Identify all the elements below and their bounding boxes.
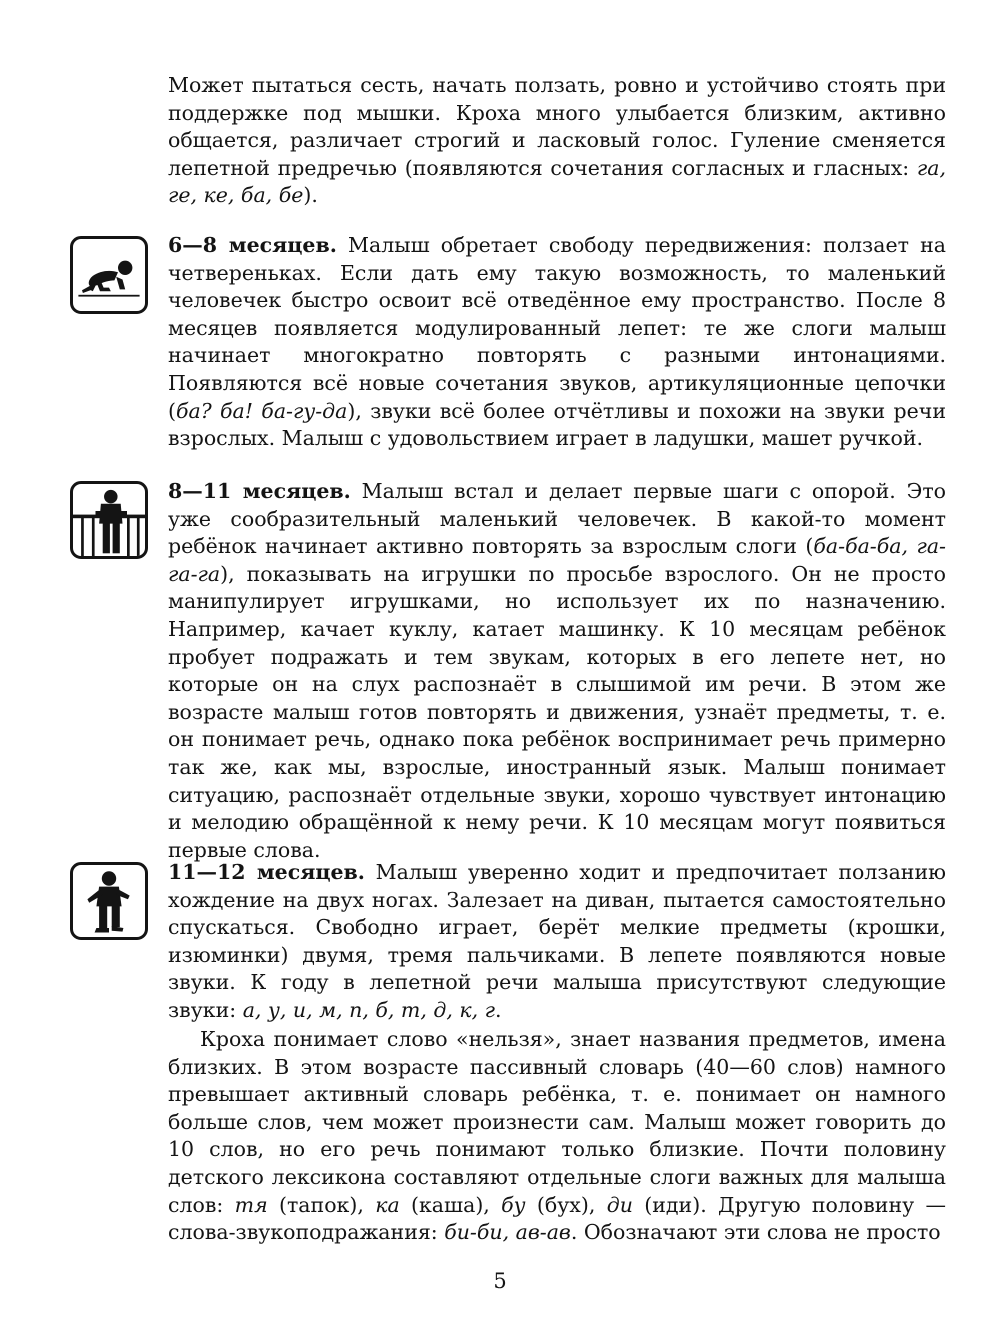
section-6-8-body-2: ), звуки всё более отчётливы и похожи на звуки речи взрослых. Малыш с удовольствием играет в ладушки, машет ручкой.	[168, 398, 946, 451]
section-6-8-heading: 6—8 месяцев.	[168, 233, 337, 257]
intro-text: Может пытаться сесть, начать ползать, ровно и устойчиво стоять при поддержке под мышки. Кроха много улыбается близким, активно общается, различает строгий и ласковый голос. Гуление сменяется лепетной предречью (появляются сочетания согласных и гласных:	[168, 73, 946, 180]
section-6-8-months	[168, 232, 946, 453]
section-8-11-months	[168, 478, 946, 864]
gloss-4: (иди). Другую половину — слова-звукоподражания:	[168, 1192, 946, 1245]
gloss-3: (бух),	[525, 1192, 607, 1217]
section-8-11-body-2: ), показывать на игрушки по просьбе взрослого. Он не просто манипулирует игрушками, но использует их по назначению. Например, качает куклу, катает машинку. К 10 месяцам ребёнок пробует подражать и тем звукам, которых в его лепете нет, но которые он на слух распознаёт в слышимой им речи. В этом же возрасте малыш готов повторять и движения, узнаёт предметы, т. е. он понимает речь, однако пока ребёнок воспринимает речь примерно так же, как мы, взрослые, иностранный язык. Малыш понимает ситуацию, распознаёт отдельные звуки, хорошо чувствует интонацию и мелодию обращённой к нему речи. К 10 месяцам могут появиться первые слова.	[168, 561, 946, 862]
section-11-12-heading: 11—12 месяцев.	[168, 860, 365, 884]
section-11-12-body-1: Малыш уверенно ходит и предпочитает ползанию хождение на двух ногах. Залезает на диван, пытается самостоятельно спускаться. Свободно играет, берёт мелкие предметы (крошки, изюминки) двумя, тремя пальчиками. В лепете появляются новые звуки. К году в лепетной речи малыша присутствуют следующие звуки:	[168, 860, 946, 1022]
section-6-8-body-1: Малыш обретает свободу передвижения: ползает на четвереньках. Если дать ему такую возможность, то маленький человечек быстро освоит всё отведённое ему пространство. После 8 месяцев появляется модулированный лепет: те же слоги малыш начинает многократно повторять с разными интонациями. Появляются всё новые сочетания звуков, артикуляционные цепочки (	[168, 233, 946, 423]
section-8-11-examples: ба-ба-ба, га-га-га	[168, 534, 946, 586]
section-6-8-examples: ба? ба! ба-гу-да	[176, 398, 348, 423]
intro-tail: ).	[303, 183, 318, 208]
intro-examples: га, ге, ке, ба, бе	[168, 155, 946, 208]
onomatopoeia-examples: би-би, ав-ав	[444, 1220, 571, 1245]
section-11-12-body-2: .	[495, 997, 502, 1022]
continuation-text-1: Кроха понимает слово «нельзя», знает названия предметов, имена близких. В этом возрасте пассивный словарь (40—60 слов) намного превышает активный словарь ребёнка, т. е. понимает он намного больше слов, чем может произнести сам. Малыш может говорить до 10 слов, но его речь понимают только близкие. Почти половину детского лексикона составляют отдельные слоги важных для малыша слов:	[168, 1027, 946, 1217]
crawling-baby-icon	[70, 236, 148, 314]
page-number: 5	[493, 1269, 507, 1293]
syllable-3: бу	[501, 1192, 526, 1217]
intro-paragraph	[168, 72, 946, 210]
syllable-4: ди	[606, 1192, 633, 1217]
walking-toddler-icon	[70, 862, 148, 940]
gloss-1: (тапок),	[267, 1192, 376, 1217]
syllable-1: тя	[234, 1192, 268, 1217]
standing-baby-at-crib-icon	[70, 481, 148, 559]
continuation-paragraph	[168, 1026, 946, 1247]
section-11-12-months	[168, 859, 946, 1025]
section-8-11-heading: 8—11 месяцев.	[168, 479, 351, 503]
gloss-2: (каша),	[399, 1192, 502, 1217]
syllable-2: ка	[375, 1192, 400, 1217]
section-8-11-body-1: Малыш встал и делает первые шаги с опорой. Это уже сообразительный маленький человечек. В какой-то момент ребёнок начинает активно повторять за взрослым слоги (	[168, 479, 947, 559]
continuation-text-2: . Обозначают эти слова не просто	[570, 1220, 941, 1245]
section-11-12-examples: а, у, и, м, п, б, т, д, к, г	[242, 997, 496, 1022]
